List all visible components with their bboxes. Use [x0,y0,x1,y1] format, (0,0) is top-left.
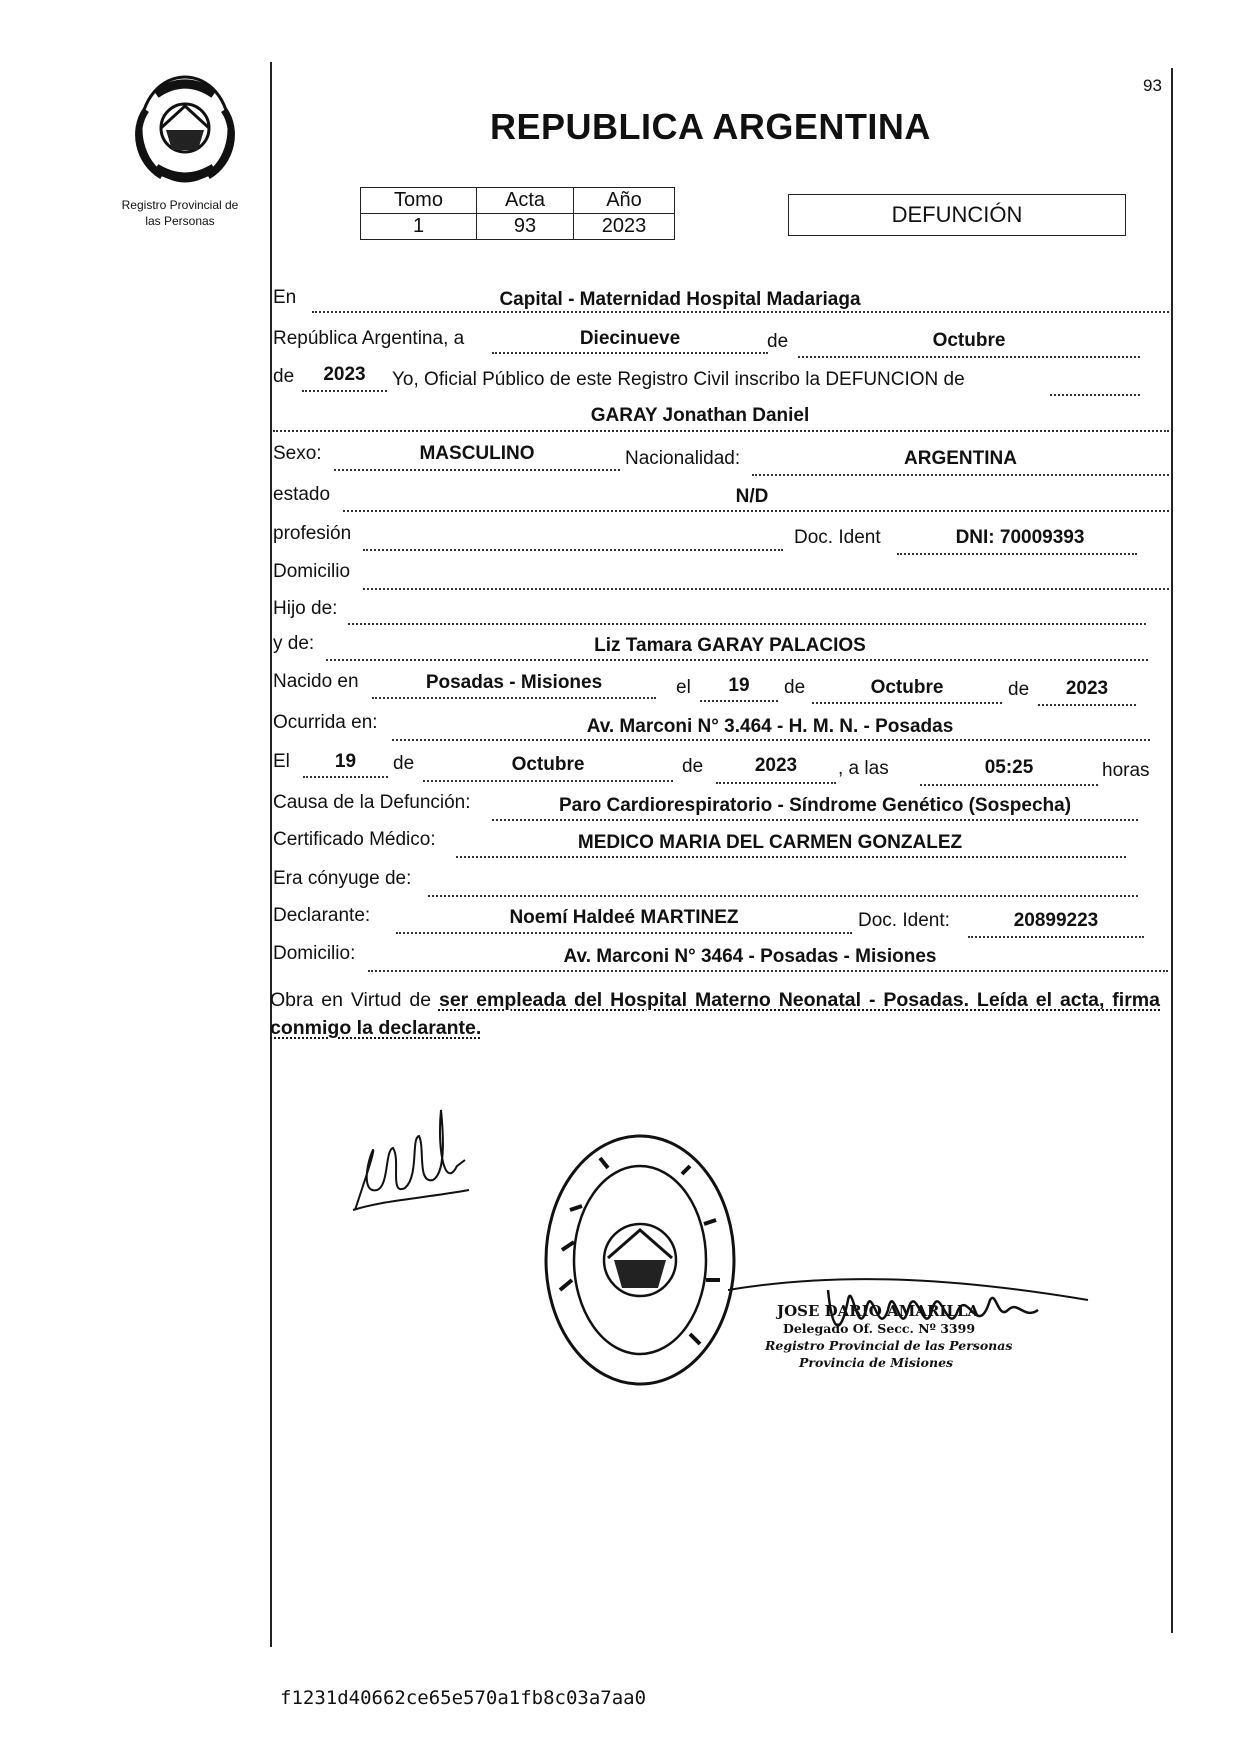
en-dotline [312,311,1169,313]
tomo-value: 1 [361,214,477,240]
birth-year-dotline [1038,704,1136,706]
name-dotline [273,430,1169,432]
mother-dotline [326,659,1148,661]
stamp-line4: Provincia de Misiones [799,1355,954,1370]
birth-day: 19 [728,675,750,696]
de-label-5: de [393,753,415,774]
acta-header: Acta [477,188,574,214]
mother-name: Liz Tamara GARAY PALACIOS [594,635,866,656]
hijo-de-label: Hijo de: [273,598,338,619]
page-number: 93 [1143,76,1162,95]
estado-value: N/D [735,486,769,507]
sexo-value: MASCULINO [419,443,535,464]
death-time: 05:25 [984,757,1034,778]
conyuge-label: Era cónyuge de: [273,868,412,889]
ocurrida-dotline [392,739,1150,741]
stamp-line2: Delegado Of. Secc. Nº 3399 [783,1321,976,1336]
declarant-address-dotline [368,970,1168,972]
declarante-label: Declarante: [273,905,371,926]
declarant-doc: 20899223 [1013,910,1099,931]
official-stamp [765,1303,1012,1371]
month-dotline [798,356,1140,358]
year-value: 2023 [323,364,366,385]
right-margin-line [1171,68,1173,1633]
death-month-dotline [423,780,673,782]
tomo-header: Tomo [361,188,477,214]
causa-label: Causa de la Defunción: [273,792,471,813]
acta-value: 93 [477,214,574,240]
birth-place-dotline [372,697,656,699]
death-time-dotline [920,784,1098,786]
nacionalidad-label: Nacionalidad: [625,448,741,469]
de-label-1: de [767,331,789,352]
anio-value: 2023 [574,214,675,240]
month-value: Octubre [932,330,1006,351]
conyuge-dotline [428,895,1138,897]
anio-header: Año [574,188,675,214]
place-value: Capital - Maternidad Hospital Madariaga [499,289,861,310]
estado-label: estado [273,484,331,505]
stamp-line1: JOSE DARIO AMARILLA [777,1302,980,1320]
domicilio2-label: Domicilio: [273,943,356,964]
document-hash: f1231d40662ce65e570a1fb8c03a7aa0 [280,1687,647,1709]
doc-ident2-label: Doc. Ident: [858,910,950,931]
yo-text: Yo, Oficial Público de este Registro Civil inscribo la DEFUNCION de [392,369,965,390]
doc-ident-label: Doc. Ident [794,527,881,548]
estado-dotline [343,510,1169,512]
profesion-label: profesión [273,523,352,544]
obra-text: ser empleada del Hospital Materno Neonatal - Posadas. Leída el acta, firma conmigo la declarante. [270,989,1160,1039]
stamp-line3: Registro Provincial de las Personas [765,1338,1013,1353]
el-cap-label: El [273,751,290,772]
death-year-dotline [716,782,836,784]
declarant-signature [345,1090,475,1220]
de-label-3: de [784,677,806,698]
country-title: REPUBLICA ARGENTINA [490,106,931,147]
left-margin-line [270,62,272,1647]
declarant-value: Noemí Haldeé MARTINEZ [509,907,739,928]
nacionalidad-value: ARGENTINA [904,448,1017,469]
en-label: En [273,287,297,308]
death-month: Octubre [511,754,585,775]
official-seal [540,1130,740,1390]
nacionalidad-dotline [752,474,1169,476]
yo-dotline [1050,394,1140,396]
day-dotline [492,352,768,354]
occurred-at: Av. Marconi N° 3.464 - H. M. N. - Posadas [586,716,954,737]
hijo-de-dotline [348,623,1146,625]
death-day-dotline [303,776,388,778]
day-value: Diecinueve [579,328,681,349]
ocurrida-label: Ocurrida en: [273,712,378,733]
causa-dotline [492,819,1138,821]
death-day: 19 [334,751,357,772]
de-label-2: de [273,366,295,387]
republica-label: República Argentina, a [273,328,465,349]
cause-value: Paro Cardiorespiratorio - Síndrome Genético (Sospecha) [558,795,1072,816]
death-year: 2023 [754,755,798,776]
domicilio-dotline [363,588,1169,590]
birth-month: Octubre [870,677,944,698]
y-de-label: y de: [273,633,315,654]
sexo-label: Sexo: [273,443,322,464]
org-name: Registro Provincial de las Personas [121,198,239,228]
birth-place: Posadas - Misiones [425,672,603,693]
doc-ident-value: DNI: 70009393 [955,527,1085,548]
obra-paragraph [270,986,1160,1042]
de-label-6: de [682,756,704,777]
declarant-dotline [396,932,852,934]
record-type: DEFUNCIÓN [788,194,1126,236]
province-emblem [126,70,244,188]
el-label: el [676,677,691,698]
a-las-label: , a las [838,758,889,779]
nacido-label: Nacido en [273,671,359,692]
deceased-name: GARAY Jonathan Daniel [590,405,810,426]
birth-year: 2023 [1065,678,1109,699]
year-dotline [302,390,387,392]
certificate-value: MEDICO MARIA DEL CARMEN GONZALEZ [577,832,963,853]
de-label-4: de [1008,679,1030,700]
obra-prefix: Obra en Virtud de [270,989,432,1011]
horas-label: horas [1102,760,1150,781]
record-table [360,187,675,240]
declarant-address: Av. Marconi N° 3464 - Posadas - Misiones [563,946,937,967]
sexo-dotline [334,469,620,471]
declarant-doc-dotline [968,936,1144,938]
birth-month-dotline [812,702,1002,704]
doc-ident-dotline [897,553,1137,555]
profesion-dotline [363,549,783,551]
certificado-dotline [456,856,1126,858]
birth-day-dotline [700,700,778,702]
domicilio-label: Domicilio [273,561,351,582]
certificado-label: Certificado Médico: [273,829,436,850]
